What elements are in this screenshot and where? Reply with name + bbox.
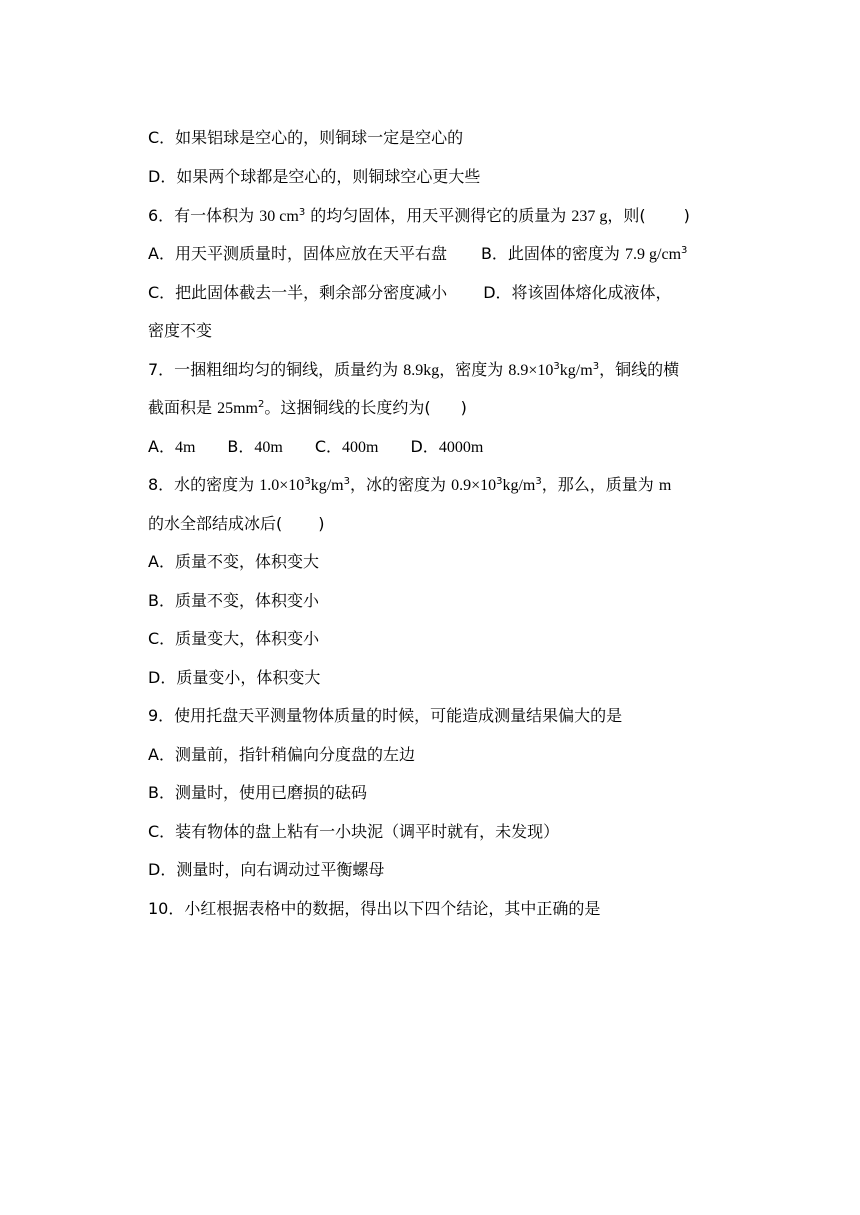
q6-option-c: C．把此固体截去一半，剩余部分密度减小 (148, 283, 448, 302)
q6-volume: 30 cm (259, 208, 299, 225)
q9-option-d: D．测量时，向右调动过平衡螺母 (148, 860, 385, 879)
q7-area: 25mm (217, 400, 258, 417)
q8-stem-mid: ，冰的密度为 (349, 475, 446, 494)
q8-mass-symbol: m (658, 477, 672, 494)
q6-option-b: B．此固体的密度为 (480, 244, 620, 263)
q8-stem-prefix: 8．水的密度为 (148, 475, 255, 494)
q7-option-a-label: A． (148, 437, 175, 456)
q6-stem-prefix: 6．有一体积为 (148, 206, 255, 225)
q6-option-d-cont: 密度不变 (148, 321, 213, 340)
q7-density-unit: kg/m (559, 362, 593, 379)
q8-option-a: A．质量不变，体积变大 (148, 552, 319, 571)
q7-area-exp: 2 (258, 399, 265, 410)
q9-option-a: A．测量前，指针稍偏向分度盘的左边 (148, 745, 415, 764)
q8-ice-unit-exp: 3 (535, 476, 542, 487)
q6-stem (148, 205, 690, 227)
q7-option-b: 40m (254, 439, 283, 456)
q6-option-a: A．用天平测质量时，固体应放在天平右盘 (148, 244, 447, 263)
q6-stem-suffix: ，则( (607, 206, 646, 225)
q7-density-base: 8.9×10 (508, 362, 554, 379)
q6-option-b-value: 7.9 g/cm (625, 246, 682, 263)
q7-option-a: 4m (174, 439, 196, 456)
q6-option-b-exp: 3 (681, 245, 688, 256)
q6-options-ab (148, 243, 687, 265)
q8-ice-density-base: 0.9×10 (451, 477, 497, 494)
q5-option-c: C．如果铝球是空心的，则铜球一定是空心的 (148, 128, 464, 147)
q6-stem-mid: 的均匀固体，用天平测得它的质量为 (310, 206, 567, 225)
q8-option-b: B．质量不变，体积变小 (148, 591, 319, 610)
q7-stem-line2-prefix: 截面积是 (148, 398, 213, 417)
q8-option-d: D．质量变小，体积变大 (148, 668, 321, 687)
q7-stem-mid: ，密度为 (439, 360, 504, 379)
q9-option-b: B．测量时，使用已磨损的砝码 (148, 783, 367, 802)
q5-option-d: D．如果两个球都是空心的，则铜球空心更大些 (148, 167, 481, 186)
q8-bracket-close: ) (318, 514, 325, 533)
q7-stem-line2 (148, 397, 467, 419)
q8-stem-line2 (148, 513, 325, 535)
q7-option-d-label: D． (410, 437, 439, 456)
q6-bracket-close: ) (683, 206, 690, 225)
q8-water-density-unit: kg/m (310, 477, 344, 494)
q6-volume-exp: 3 (298, 207, 306, 218)
q7-bracket-close: ) (460, 398, 467, 417)
q8-water-density-base: 1.0×10 (259, 477, 305, 494)
q9-option-c: C．装有物体的盘上粘有一小块泥（调平时就有，未发现） (148, 822, 560, 841)
q7-option-c-label: C． (314, 437, 343, 456)
q7-stem-prefix: 7．一捆粗细均匀的铜线，质量约为 (148, 360, 399, 379)
q8-stem-line1 (148, 474, 671, 496)
q8-water-density-exp: 3 (304, 476, 311, 487)
q7-stem-suffix: ，铜线的横 (599, 360, 680, 379)
q7-density-exp: 3 (553, 361, 560, 372)
q9-stem: 9．使用托盘天平测量物体质量的时候，可能造成测量结果偏大的是 (148, 706, 623, 725)
q7-density-unit-exp: 3 (592, 361, 600, 372)
q7-options (148, 436, 483, 458)
q8-option-c: C．质量变大，体积变小 (148, 629, 320, 648)
q7-option-d: 4000m (438, 439, 484, 456)
q8-ice-density-unit: kg/m (502, 477, 536, 494)
q7-mass: 8.9kg (403, 362, 440, 379)
q10-stem: 10．小红根据表格中的数据，得出以下四个结论，其中正确的是 (148, 899, 601, 918)
q8-ice-density-exp: 3 (496, 476, 503, 487)
q6-option-d: D．将该固体熔化成液体， (483, 283, 672, 302)
q8-stem-suffix: ，那么，质量为 (541, 475, 654, 494)
q7-option-c: 400m (342, 439, 379, 456)
q8-water-unit-exp: 3 (343, 476, 350, 487)
q6-options-cd (148, 282, 672, 304)
q7-option-b-label: B． (227, 437, 255, 456)
q7-stem-line2-suffix: 。这捆铜线的长度约为( (264, 398, 431, 417)
q6-mass: 237 g (571, 208, 608, 225)
q7-stem-line1 (148, 359, 679, 381)
q8-stem-line2-text: 的水全部结成冰后( (148, 514, 283, 533)
